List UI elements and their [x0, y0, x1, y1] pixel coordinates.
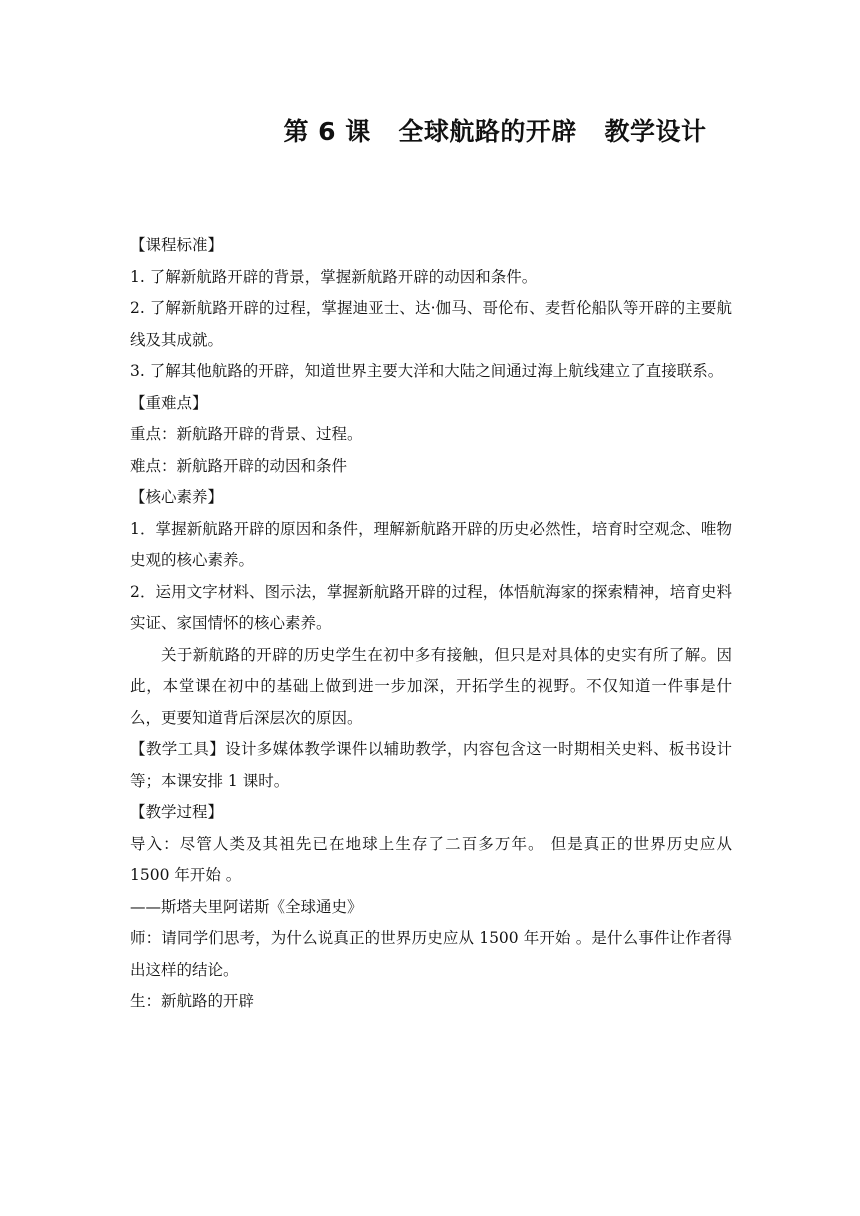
introduction-paragraph: 导入：尽管人类及其祖先已在地球上生存了二百多万年。 但是真正的世界历史应从 1500 年开始 。	[130, 834, 732, 884]
standard-item-1: 1. 了解新航路开辟的背景，掌握新航路开辟的动因和条件。	[130, 267, 538, 286]
teacher-question: 师：请同学们思考，为什么说真正的世界历史应从 1500 年开始 。是什么事件让作者得出这样的结论。	[130, 929, 732, 979]
standard-item-2: 2. 了解新航路开辟的过程，掌握迪亚士、达·伽马、哥伦布、麦哲伦船队等开辟的主要航线及其成就。	[130, 299, 732, 349]
document-body	[130, 230, 732, 1018]
title-topic: 全球航路的开辟	[398, 117, 577, 146]
standard-item-3: 3. 了解其他航路的开辟，知道世界主要大洋和大陆之间通过海上航线建立了直接联系。	[130, 362, 724, 380]
quote-source: ——斯塔夫里阿诺斯《全球通史》	[130, 897, 363, 916]
literacy-item-1: 1．掌握新航路开辟的原因和条件，理解新航路开辟的历史必然性，培育时空观念、唯物史观的核心素养。	[130, 519, 732, 569]
document-title	[0, 112, 860, 148]
key-point: 重点：新航路开辟的背景、过程。	[130, 425, 363, 443]
learner-analysis-paragraph: 关于新航路的开辟的历史学生在初中多有接触，但只是对具体的史实有所了解。因此，本堂课在初中的基础上做到进一步加深，开拓学生的视野。不仅知道一件事是什么，更要知道背后深层次的原因。	[130, 645, 732, 727]
title-lesson: 第 6 课	[283, 117, 371, 146]
title-suffix: 教学设计	[604, 117, 707, 146]
student-answer: 生：新航路的开辟	[130, 992, 255, 1010]
heading-core-literacy: 【核心素养】	[130, 488, 224, 506]
literacy-item-2: 2．运用文字材料、图示法，掌握新航路开辟的过程，体悟航海家的探索精神，培育史料实证、家国情怀的核心素养。	[130, 582, 732, 632]
heading-curriculum-standard: 【课程标准】	[130, 236, 224, 254]
teaching-tools-paragraph: 【教学工具】设计多媒体教学课件以辅助教学，内容包含这一时期相关史料、板书设计等；本课安排 1 课时。	[130, 740, 732, 790]
heading-key-difficult-points: 【重难点】	[130, 393, 208, 412]
heading-teaching-process: 【教学过程】	[130, 803, 224, 821]
difficult-point: 难点：新航路开辟的动因和条件	[130, 456, 348, 475]
